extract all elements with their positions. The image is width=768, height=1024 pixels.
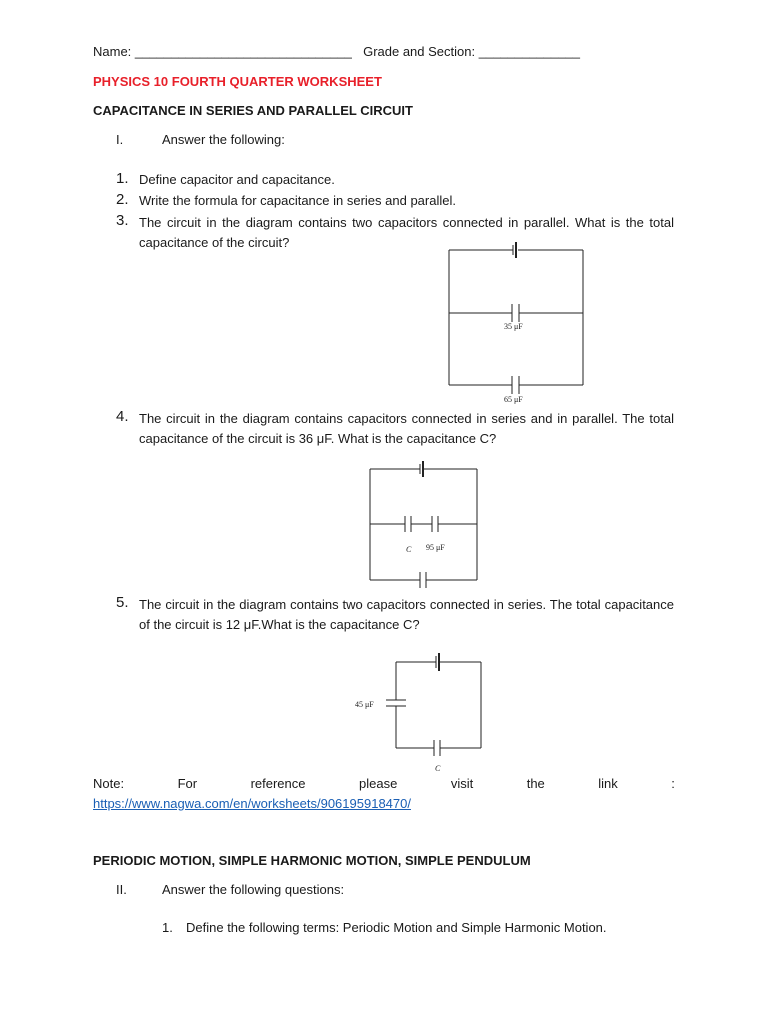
note-word: :: [671, 776, 675, 791]
q3-number: 3.: [116, 212, 129, 229]
q4-number: 4.: [116, 408, 129, 425]
cap-35-label: 35 μF: [504, 322, 523, 331]
cap-c-label: C: [406, 545, 412, 554]
name-label: Name:: [93, 44, 132, 59]
section1-instruction: Answer the following:: [162, 132, 285, 147]
s2-q1-number: 1.: [162, 920, 173, 935]
s2-q1-text: Define the following terms: Periodic Motion and Simple Harmonic Motion.: [186, 920, 607, 935]
cap-45-label: 45 μF: [355, 700, 374, 709]
note-word: link: [598, 776, 618, 791]
q3-text: The circuit in the diagram contains two capacitors connected in parallel. What is the total capacitance of the circuit?: [139, 215, 674, 250]
name-line: [93, 44, 580, 59]
q1-text: Define capacitor and capacitance.: [139, 172, 335, 187]
q1-number: 1.: [116, 170, 129, 187]
circuit-diagram-q5: [350, 650, 490, 775]
section2-instruction: Answer the following questions:: [162, 882, 345, 897]
note-word: the: [526, 776, 545, 791]
grade-label: Grade and Section:: [363, 44, 476, 59]
section1-roman: I.: [116, 132, 124, 147]
cap-c5-label: C: [435, 764, 441, 773]
note-word: reference: [250, 776, 306, 791]
section2-roman: II.: [116, 882, 127, 897]
q5-number: 5.: [116, 594, 129, 611]
section2-title: PERIODIC MOTION, SIMPLE HARMONIC MOTION, SIMPLE PENDULUM: [93, 853, 531, 868]
note-word: Note:: [93, 776, 125, 791]
section1-title: CAPACITANCE IN SERIES AND PARALLEL CIRCUIT: [93, 103, 413, 118]
worksheet-title: PHYSICS 10 FOURTH QUARTER WORKSHEET: [93, 74, 382, 89]
note-word: please: [359, 776, 398, 791]
circuit-diagram-q3: [440, 240, 590, 408]
grade-blank[interactable]: ______________: [478, 44, 580, 59]
cap-65-label: 65 μF: [504, 395, 523, 404]
name-blank[interactable]: ______________________________: [134, 44, 352, 59]
q4-text: The circuit in the diagram contains capacitors connected in series and in parallel. The total capacitance of the circuit is 36 μF. What is the capacitance C?: [139, 411, 674, 446]
reference-link[interactable]: https://www.nagwa.com/en/worksheets/906195918470/: [93, 796, 411, 811]
q5-text: The circuit in the diagram contains two capacitors connected in series. The total capacitance of the circuit is 12 μF.What is the capacitance C?: [139, 597, 674, 632]
note-line: [93, 776, 675, 791]
circuit-diagram-q4: [362, 458, 484, 590]
cap-95-label: 95 μF: [426, 543, 445, 552]
q2-text: Write the formula for capacitance in series and parallel.: [139, 193, 456, 208]
q2-number: 2.: [116, 191, 129, 208]
note-word: For: [177, 776, 198, 791]
note-word: visit: [450, 776, 474, 791]
